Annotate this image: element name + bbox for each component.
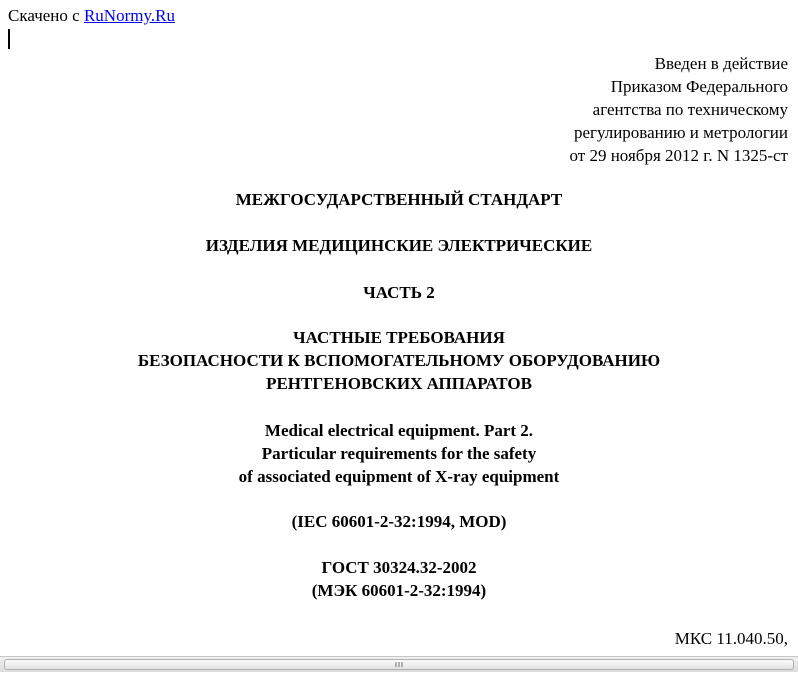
classification-line: МКС 11.040.50, [674, 629, 788, 648]
approval-block [570, 52, 789, 167]
approval-line: Приказом Федерального [610, 77, 788, 96]
subtitle-line: ЧАСТНЫЕ ТРЕБОВАНИЯ [293, 328, 505, 347]
mek-number: (МЭК 60601-2-32:1994) [311, 581, 487, 600]
source-line [8, 6, 175, 26]
horizontal-scrollbar[interactable] [0, 656, 798, 672]
text-cursor [8, 29, 10, 49]
scrollbar-thumb[interactable] [4, 659, 794, 670]
source-link[interactable]: RuNormy.Ru [83, 6, 175, 25]
gost-block [0, 556, 798, 602]
standard-type: МЕЖГОСУДАРСТВЕННЫЙ СТАНДАРТ [235, 190, 563, 209]
iec-reference-block [0, 510, 798, 533]
english-title-line: Medical electrical equipment. Part 2. [264, 421, 534, 440]
main-title: ИЗДЕЛИЯ МЕДИЦИНСКИЕ ЭЛЕКТРИЧЕСКИЕ [205, 236, 593, 255]
part-heading [0, 281, 798, 304]
subtitle-line: БЕЗОПАСНОСТИ К ВСПОМОГАТЕЛЬНОМУ ОБОРУДОВАНИЮ [137, 351, 661, 370]
english-title-line: Particular requirements for the safety [261, 444, 537, 463]
approval-line: Введен в действие [654, 54, 788, 73]
approval-line: регулированию и метрологии [573, 123, 788, 142]
standard-type-heading [0, 188, 798, 211]
subtitle-block [0, 326, 798, 395]
gost-number: ГОСТ 30324.32-2002 [321, 558, 477, 577]
grip-icon [396, 662, 403, 667]
iec-reference: (IEC 60601-2-32:1994, MOD) [291, 512, 507, 531]
subtitle-line: РЕНТГЕНОВСКИХ АППАРАТОВ [266, 374, 532, 393]
english-title-line: of associated equipment of X-ray equipment [238, 467, 560, 486]
approval-line: от 29 ноября 2012 г. N 1325-ст [569, 146, 788, 165]
source-prefix: Скачено с [8, 6, 84, 25]
english-title-block [0, 419, 798, 488]
main-title-heading [0, 234, 798, 257]
approval-line: агентства по техническому [592, 100, 788, 119]
part-label: ЧАСТЬ 2 [363, 283, 435, 302]
